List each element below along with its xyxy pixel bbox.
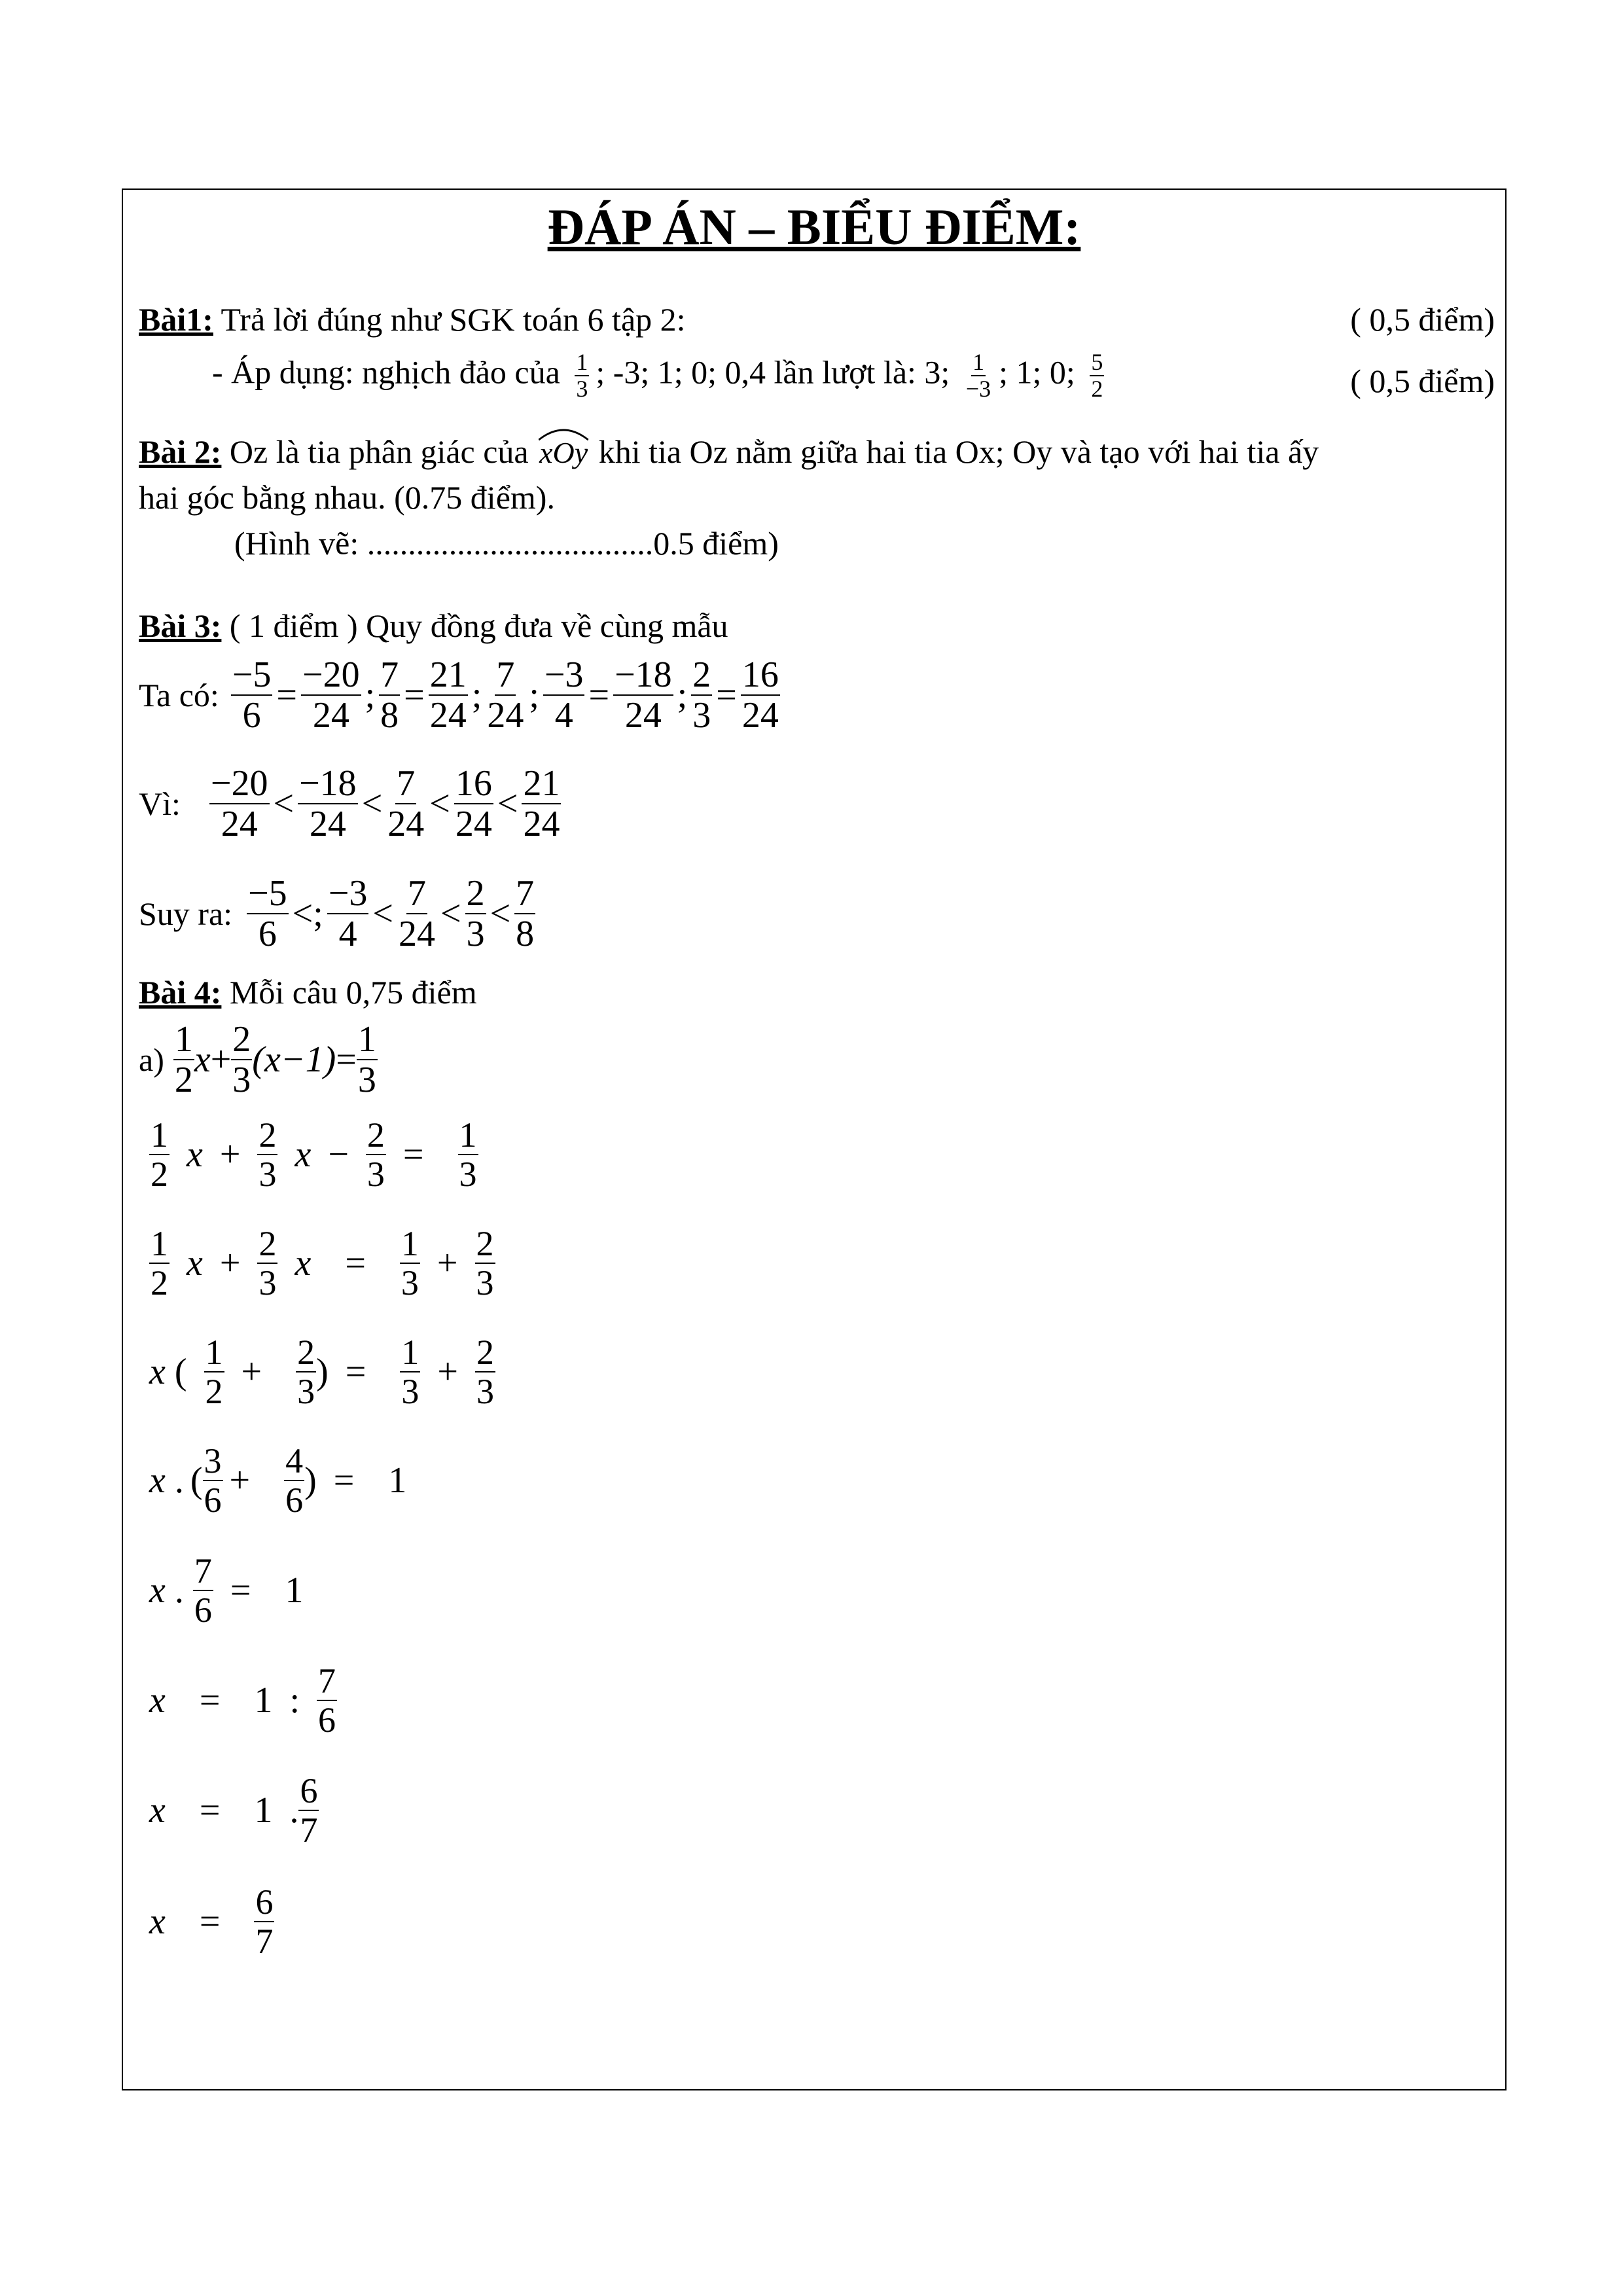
equal-sign: = <box>402 1134 424 1175</box>
frac: 7 6 <box>318 1660 336 1740</box>
frac: 1 3 <box>401 1223 419 1302</box>
taco-frac: $\frac{16}{24}$ <box>741 654 779 736</box>
plus-sign: + <box>437 1243 458 1283</box>
plus-sign: + <box>229 1460 251 1501</box>
suy-frac: 7 24 <box>398 872 435 954</box>
taco-frac: 7 24 <box>487 654 524 736</box>
frac: $\frac{2}{3}$ <box>232 1018 251 1100</box>
bai1-frac-1-neg3: $\frac{1}{-3}$ <box>965 349 991 402</box>
vi-frac: 7 24 <box>387 762 425 844</box>
frac: 2 3 <box>366 1115 385 1194</box>
suyra-label: Suy ra: <box>139 895 233 932</box>
value-one: 1 <box>388 1460 407 1501</box>
plus-sign: + <box>437 1352 458 1392</box>
bai1-text: Trả lời đúng như SGK toán 6 tập 2: <box>213 301 686 338</box>
paren-close: ) <box>304 1460 317 1501</box>
minus-sign: − <box>328 1134 349 1175</box>
taco-label: Ta có: <box>139 677 219 713</box>
bai2-label: Bài 2: <box>139 433 222 470</box>
vi-label: Vì: <box>139 785 181 822</box>
frac: 1 2 <box>151 1223 168 1302</box>
equal-sign: = <box>588 675 610 715</box>
less-sign: <; <box>292 893 323 934</box>
frac: 6 7 <box>255 1882 274 1961</box>
less-sign: < <box>440 893 461 934</box>
taco-frac: $\frac{-20}{24}$ <box>302 654 360 736</box>
taco-frac: $\frac{2}{3}$ <box>692 654 711 736</box>
vi-frac: −20 24 <box>210 762 268 844</box>
separator: ; <box>471 675 482 715</box>
frac: 2 3 <box>259 1115 277 1194</box>
var-x: x <box>149 1460 166 1501</box>
frac: $\frac{1}{3}$ <box>357 1018 376 1100</box>
equal-sign: = <box>404 675 425 715</box>
page-title: ĐÁP ÁN – BIỂU ĐIỂM: <box>547 198 1081 255</box>
bai3-taco-row <box>139 649 780 741</box>
bai4-step-8 <box>149 1876 274 1967</box>
equal-sign: = <box>276 675 298 715</box>
frac: 3 6 <box>204 1441 222 1520</box>
less-sign: < <box>497 783 518 824</box>
bai1-frac-1-3: $\frac{1}{3}$ <box>576 349 588 402</box>
separator: ; <box>529 675 539 715</box>
less-sign: < <box>273 783 294 824</box>
frac: 1 3 <box>401 1332 419 1411</box>
equal-sign: = <box>345 1352 366 1392</box>
part-a-label: a) <box>139 1041 164 1078</box>
bai2-text-2: khi tia Oz nằm giữa hai tia Ox; Oy và tạo với hai tia ấy <box>590 433 1319 470</box>
equal-sign: = <box>230 1570 251 1611</box>
plus-sign: + <box>219 1243 241 1283</box>
bai4-a-problem <box>139 1017 378 1102</box>
bai1-apply-text: - Áp dụng: nghịch đảo của <box>212 353 560 391</box>
bai1-label: Bài1: <box>139 301 213 338</box>
less-sign: < <box>429 783 450 824</box>
equal-sign: = <box>333 1460 355 1501</box>
var-x: x <box>187 1134 203 1175</box>
value-one: 1 <box>254 1790 273 1831</box>
bai4-text: Mỗi câu 0,75 điểm <box>221 974 477 1011</box>
frac: 2 3 <box>259 1223 277 1302</box>
taco-frac: $\frac{-18}{24}$ <box>615 654 672 736</box>
paren-open: ( <box>174 1352 187 1392</box>
frac: 1 2 <box>205 1332 223 1411</box>
bai1-line <box>139 300 686 339</box>
separator: ; <box>365 675 376 715</box>
less-sign: < <box>372 893 393 934</box>
taco-frac: $\frac{21}{24}$ <box>429 654 467 736</box>
var-x: x <box>294 1243 312 1283</box>
less-sign: < <box>361 783 383 824</box>
frac: 7 6 <box>194 1551 212 1630</box>
bai4-line <box>139 973 477 1012</box>
frac: 1 3 <box>459 1115 477 1194</box>
bai3-line <box>139 606 728 645</box>
bai3-label: Bài 3: <box>139 607 222 644</box>
plus-sign: + <box>241 1352 262 1392</box>
equal-sign: = <box>199 1790 221 1831</box>
bai3-text: ( 1 điểm ) Quy đồng đưa về cùng mẫu <box>221 607 728 644</box>
var-x: x <box>149 1901 166 1942</box>
bai3-suyra-row <box>139 868 535 960</box>
taco-frac: $\frac{7}{8}$ <box>380 654 399 736</box>
plus-sign: + <box>219 1134 241 1175</box>
bai4-step-1 <box>149 1109 478 1200</box>
vi-frac: 16 24 <box>455 762 492 844</box>
bai4-step-4 <box>149 1435 406 1526</box>
value-one: 1 <box>254 1680 273 1721</box>
frac: 2 3 <box>476 1223 494 1302</box>
bai3-vi-row <box>139 758 561 850</box>
plus-sign: + <box>210 1039 232 1080</box>
dot-sign: . <box>289 1790 299 1831</box>
var-x: x <box>149 1680 166 1721</box>
bai4-step-7 <box>149 1765 319 1856</box>
equal-sign: = <box>716 675 737 715</box>
suy-frac: −3 4 <box>328 872 368 954</box>
equal-sign: = <box>345 1243 366 1283</box>
var-x: x <box>149 1790 166 1831</box>
paren-close: ) <box>316 1352 329 1392</box>
var-x: x <box>149 1570 166 1611</box>
suy-frac: −5 6 <box>248 872 287 954</box>
frac: 1 2 <box>151 1115 168 1194</box>
suy-frac: 7 8 <box>516 872 535 954</box>
taco-frac: $\frac{-5}{6}$ <box>232 654 272 736</box>
equal-sign: = <box>199 1680 221 1721</box>
less-sign: < <box>490 893 511 934</box>
taco-frac: $\frac{-3}{4}$ <box>544 654 584 736</box>
bai1-frac-5-2: $\frac{5}{2}$ <box>1091 349 1103 402</box>
bai1-score: ( 0,5 điểm) <box>1350 301 1495 338</box>
dot-sign: . <box>174 1460 184 1501</box>
bai1-apply-line <box>212 350 1111 402</box>
value-one: 1 <box>285 1570 304 1611</box>
bai2-text-1: Oz là tia phân giác của <box>221 433 529 470</box>
paren-open: ( <box>190 1460 203 1501</box>
var-x: x <box>187 1243 203 1283</box>
var-x: x <box>194 1039 211 1080</box>
suy-frac: 2 3 <box>466 872 485 954</box>
frac: 1 2 <box>174 1018 193 1100</box>
bai1-list-text: ; -3; 1; 0; 0,4 lần lượt là: 3; <box>596 353 950 391</box>
bai2-line-3: (Hình vẽ: ...................................0.5 điểm) <box>234 525 779 562</box>
answer-key-frame <box>122 188 1507 2090</box>
var-x: x <box>149 1352 166 1392</box>
angle-xoy: xOy <box>537 433 590 473</box>
var-x: x <box>294 1134 312 1175</box>
bai4-label: Bài 4: <box>139 974 222 1011</box>
bai1-list-text-2: ; 1; 0; <box>999 353 1075 391</box>
angle-arc-icon <box>537 424 590 441</box>
colon-sign: : <box>289 1680 300 1721</box>
equal-sign: = <box>199 1901 221 1942</box>
vi-frac: −18 24 <box>299 762 357 844</box>
frac: 2 3 <box>297 1332 315 1411</box>
equal-sign: = <box>336 1039 357 1080</box>
bai2-line-1 <box>139 432 1319 473</box>
frac: 6 7 <box>300 1770 318 1850</box>
bai4-step-2 <box>149 1217 495 1309</box>
paren-expr: (x−1) <box>252 1039 336 1080</box>
dot-sign: . <box>174 1570 184 1611</box>
frac: 4 6 <box>285 1441 304 1520</box>
bai4-step-5 <box>149 1545 303 1636</box>
vi-frac: 21 24 <box>523 762 560 844</box>
bai2-line-2: hai góc bằng nhau. (0.75 điểm). <box>139 479 555 516</box>
bai1-score-2: ( 0,5 điểm) <box>1350 363 1495 399</box>
bai4-step-3 <box>149 1326 495 1418</box>
bai4-step-6 <box>149 1655 337 1746</box>
frac: 2 3 <box>476 1332 494 1411</box>
separator: ; <box>677 675 688 715</box>
